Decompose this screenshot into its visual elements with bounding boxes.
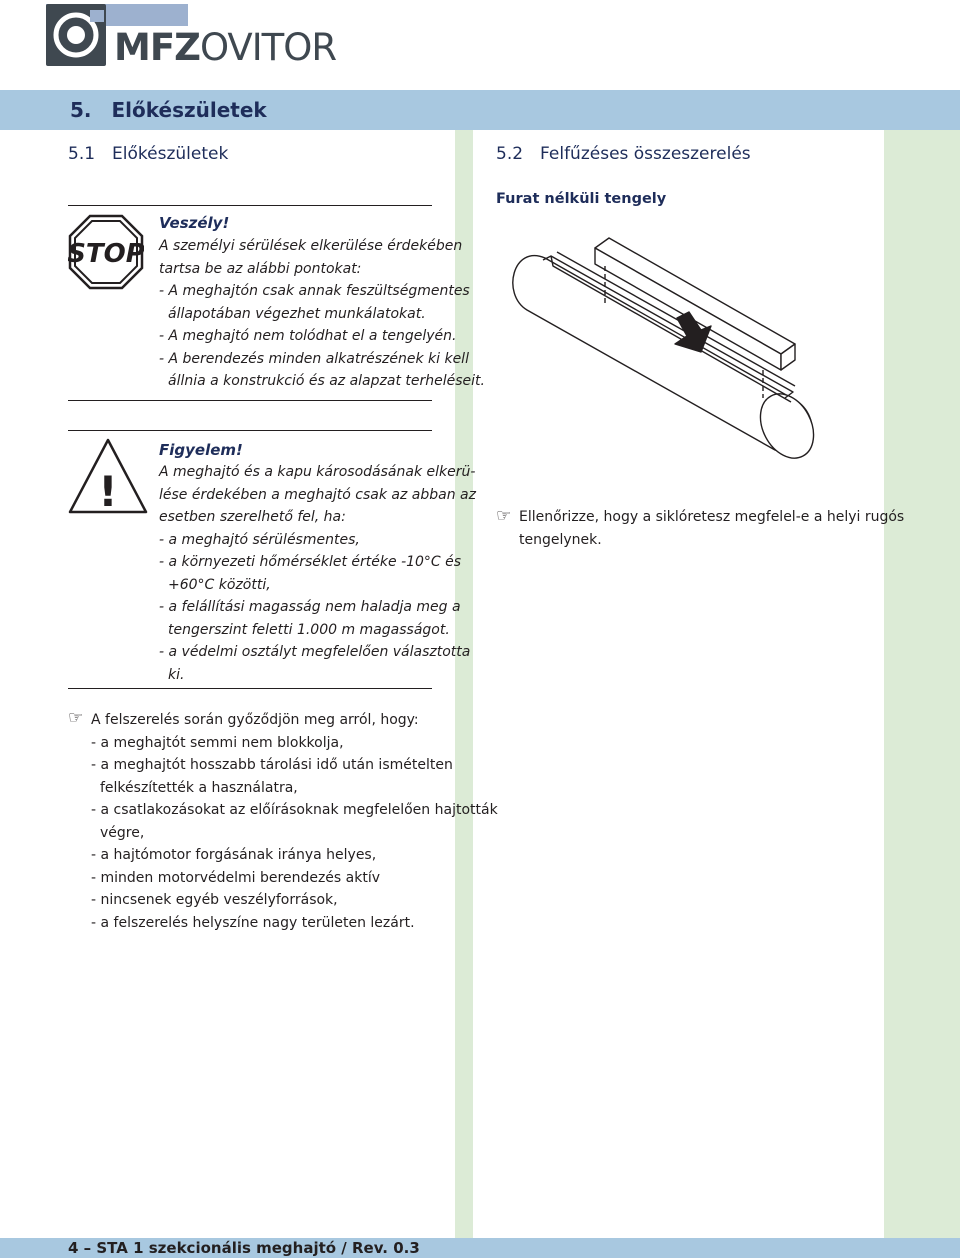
warning-top-rule	[68, 430, 432, 431]
danger-line: A személyi sérülések elkerülése érdekében	[159, 238, 463, 254]
page-footer: 4 – STA 1 szekcionális meghajtó / Rev. 0.3	[68, 1239, 420, 1257]
danger-top-rule	[68, 205, 432, 206]
warning-line: - a védelmi osztályt megfelelően választotta	[159, 644, 471, 660]
checklist-item: - a csatlakozásokat az előírásoknak megfelelően hajtották	[91, 802, 498, 818]
logo-mark	[46, 4, 106, 66]
warning-line: - a felállítási magasság nem haladja meg a	[159, 599, 461, 615]
shaft-key-illustration	[505, 230, 820, 464]
checklist-item: - a hajtómotor forgásának iránya helyes,	[91, 847, 377, 863]
checklist-item: - a meghajtót semmi nem blokkolja,	[91, 734, 344, 751]
danger-line: - A meghajtón csak annak feszültségmentes	[159, 283, 470, 299]
danger-title: Veszély!	[159, 214, 230, 232]
warning-line: - a környezeti hőmérséklet értéke -10°C és	[159, 554, 462, 570]
note-line: tengelynek.	[519, 531, 602, 548]
checklist-item: végre,	[100, 824, 145, 841]
danger-line: - A berendezés minden alkatrészének ki kell	[159, 350, 469, 367]
danger-line: - A meghajtó nem tolódhat el a tengelyén.	[159, 328, 457, 344]
note-line: Ellenőrizze, hogy a siklóretesz megfelel-e a helyi rugós	[519, 509, 905, 525]
danger-bottom-rule	[68, 400, 432, 401]
warning-line: ki.	[168, 666, 185, 683]
checklist-item: - minden motorvédelmi berendezés aktív	[91, 869, 380, 886]
key-check-note	[519, 506, 904, 551]
checklist-item: A felszerelés során győződjön meg arról, hogy:	[91, 712, 419, 728]
checklist-item: - nincsenek egyéb veszélyforrások,	[91, 892, 338, 908]
danger-line: állnia a konstrukció és az alapzat terheléseit.	[168, 373, 485, 389]
logo-wordmark: MFZOVITOR	[114, 26, 337, 69]
stop-sign-icon	[68, 214, 144, 294]
danger-line: állapotában végezhet munkálatokat.	[168, 305, 426, 322]
warning-triangle-icon	[66, 436, 150, 520]
logo-mark-icon	[46, 4, 106, 66]
warning-text	[159, 461, 476, 686]
pointing-hand-icon: ☞	[68, 708, 84, 728]
checklist-item: - a meghajtót hosszabb tárolási idő után ismételten	[91, 757, 453, 773]
warning-line: esetben szerelhető fel, ha:	[159, 509, 346, 525]
installation-checklist	[91, 709, 498, 934]
right-margin-band	[884, 130, 960, 1240]
checklist-item: felkészítették a használatra,	[100, 779, 298, 796]
warning-line: - a meghajtó sérülésmentes,	[159, 531, 360, 548]
section-title-5-1: 5.1 Előkészületek	[68, 144, 229, 164]
svg-text:!: !	[98, 467, 118, 516]
shaft-subtitle: Furat nélküli tengely	[496, 191, 667, 207]
chapter-title: 5. Előkészületek	[70, 98, 267, 122]
pointing-hand-icon: ☞	[496, 506, 512, 526]
warning-bottom-rule	[68, 688, 432, 689]
warning-line: A meghajtó és a kapu károsodásának elkerü-	[159, 464, 476, 480]
warning-line: tengerszint feletti 1.000 m magasságot.	[168, 621, 450, 638]
danger-line: tartsa be az alábbi pontokat:	[159, 260, 362, 277]
warning-line: lése érdekében a meghajtó csak az abban az	[159, 486, 476, 503]
checklist-item: - a felszerelés helyszíne nagy területen lezárt.	[91, 914, 415, 931]
warning-line: +60°C közötti,	[168, 576, 271, 593]
section-title-5-2: 5.2 Felfűzéses összeszerelés	[496, 144, 751, 164]
svg-text:STOP: STOP	[68, 239, 144, 269]
danger-text	[159, 235, 485, 393]
warning-title: Figyelem!	[159, 441, 243, 459]
